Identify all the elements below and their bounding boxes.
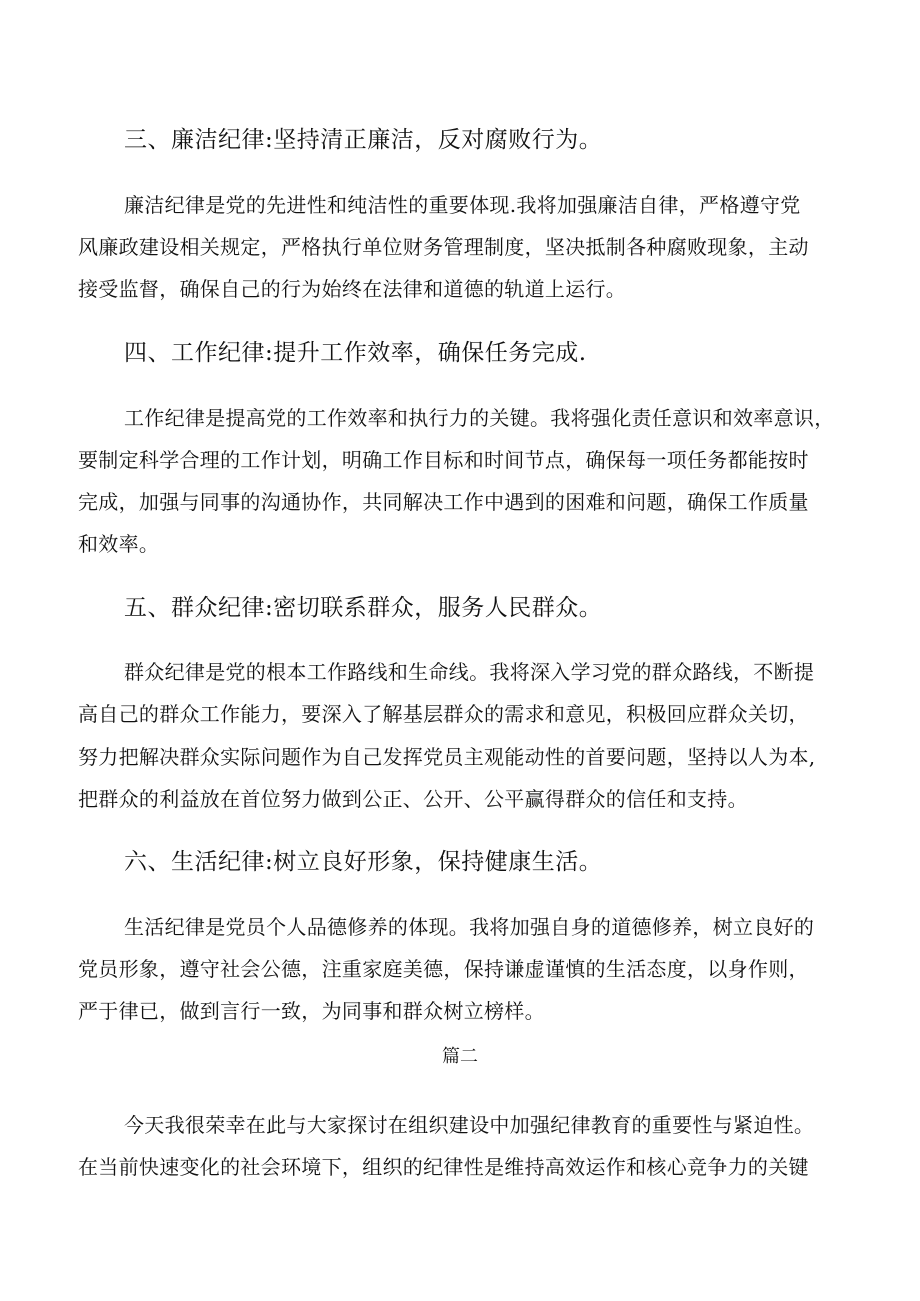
paragraph-line: 把群众的利益放在首位努力做到公正、公开、公平赢得群众的信任和支持。 [78,787,748,811]
paragraph-line: 工作纪律是提高党的工作效率和执行力的关键。我将强化责任意识和效率意识， [124,406,835,430]
paragraph-line: 和效率。 [78,532,160,556]
paragraph-line: 廉洁纪律是党的先进性和纯洁性的重要体现.我将加强廉洁自律，严格遵守党 [124,193,801,217]
paragraph-line: 今天我很荣幸在此与大家探讨在组织建设中加强纪律教育的重要性与紧迫性。 [124,1113,815,1137]
section-heading-6: 六、生活纪律:树立良好形象，保持健康生活。 [124,849,603,875]
paragraph-line: 风廉政建设相关规定，严格执行单位财务管理制度，坚决抵制各种腐败现象，主动 [78,235,809,259]
paragraph-line: 完成，加强与同事的沟通协作，共同解决工作中遇到的困难和问题，确保工作质量 [78,490,809,514]
section-heading-4: 四、工作纪律:提升工作效率，确保任务完成. [124,340,587,366]
paragraph-line: 努力把解决群众实际问题作为自己发挥党员主观能动性的首要问题，坚持以人为本, [78,745,816,769]
part-title: 篇二 [442,1046,478,1067]
paragraph-line: 接受监督，确保自己的行为始终在法律和道德的轨道上运行。 [78,277,627,301]
paragraph-line: 在当前快速变化的社会环境下，组织的纪律性是维持高效运作和核心竞争力的关键 [78,1155,809,1179]
paragraph-line: 群众纪律是党的根本工作路线和生命线。我将深入学习党的群众路线，不断提 [124,660,815,684]
section-heading-5: 五、群众纪律:密切联系群众，服务人民群众。 [124,595,603,621]
paragraph-line: 严于律已，做到言行一致，为同事和群众树立榜样。 [78,999,545,1023]
paragraph-line: 党员形象，遵守社会公德，注重家庭美德，保持谦虚谨慎的生活态度，以身作则， [78,957,809,981]
paragraph-line: 要制定科学合理的工作计划，明确工作目标和时间节点，确保每一项任务都能按时 [78,448,809,472]
paragraph-line: 生活纪律是党员个人品德修养的体现。我将加强自身的道德修养，树立良好的 [124,915,815,939]
paragraph-line: 高自己的群众工作能力，要深入了解基层群众的需求和意见，积极回应群众关切， [78,702,809,726]
section-heading-3: 三、廉洁纪律:坚持清正廉洁，反对腐败行为。 [124,127,603,153]
